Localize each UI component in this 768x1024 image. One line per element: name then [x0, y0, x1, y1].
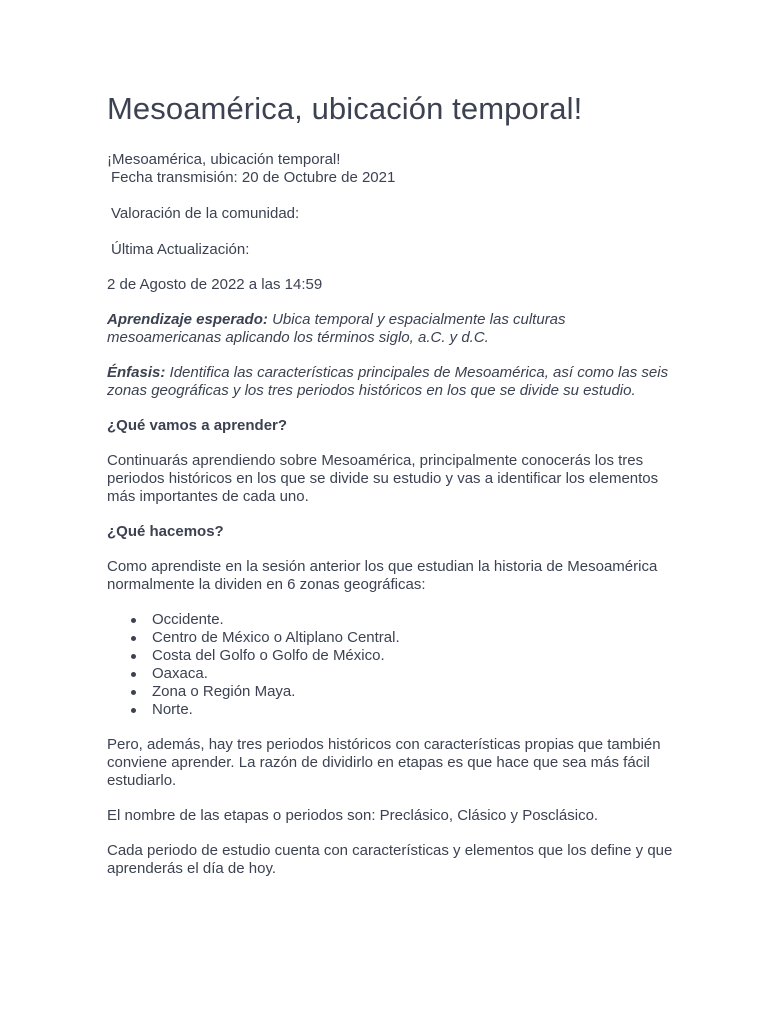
emphasis-text: Identifica las características principales de Mesoamérica, así como las seis zonas geográficas y los tres periodos históricos en los que se divide su estudio.: [107, 364, 669, 399]
periods-paragraph: Pero, además, hay tres periodos históricos con características propias que también conviene aprender. La razón de dividirlo en etapas es que hace que sea más fácil estudiarlo.: [107, 736, 661, 789]
document-body: [107, 151, 678, 878]
section-do-intro: Como aprendiste en la sesión anterior los que estudian la historia de Mesoamérica normalmente la dividen en 6 zonas geográficas:: [107, 558, 658, 593]
list-item: Occidente.: [152, 611, 678, 629]
last-update-label: Última Actualización:: [111, 241, 250, 258]
broadcast-date: Fecha transmisión: 20 de Octubre de 2021: [111, 169, 396, 186]
emphasis: [107, 364, 678, 400]
zones-list: [107, 611, 678, 719]
list-item: Oaxaca.: [152, 665, 678, 683]
period-names-paragraph: El nombre de las etapas o periodos son: Preclásico, Clásico y Posclásico.: [107, 807, 599, 824]
expected-learning-label: Aprendizaje esperado:: [107, 311, 268, 328]
section-do-heading: [107, 523, 678, 541]
list-item: Costa del Golfo o Golfo de México.: [152, 647, 678, 665]
page-title: Mesoamérica, ubicación temporal!: [107, 91, 583, 126]
list-item: Norte.: [152, 701, 678, 719]
list-item: Centro de México o Altiplano Central.: [152, 629, 678, 647]
section-learn-text: Continuarás aprendiendo sobre Mesoamérica, principalmente conocerás los tres periodos históricos en los que se divide su estudio y vas a identificar los elementos más importantes de cada uno.: [107, 452, 659, 505]
section-do-heading-text: ¿Qué hacemos?: [107, 523, 224, 540]
expected-learning: [107, 311, 678, 347]
section-learn-heading-text: ¿Qué vamos a aprender?: [107, 417, 288, 434]
expected-learning-text: Ubica temporal y espacialmente las culturas mesoamericanas aplicando los términos siglo, a.C. y d.C.: [107, 311, 566, 346]
subtitle: ¡Mesoamérica, ubicación temporal!: [107, 151, 341, 168]
section-learn-heading: [107, 417, 678, 435]
emphasis-label: Énfasis:: [107, 364, 166, 381]
list-item: Zona o Región Maya.: [152, 683, 678, 701]
last-update-value: 2 de Agosto de 2022 a las 14:59: [107, 276, 323, 293]
final-paragraph: Cada periodo de estudio cuenta con características y elementos que los define y que aprenderás el día de hoy.: [107, 842, 673, 877]
community-rating-label: Valoración de la comunidad:: [111, 205, 300, 222]
header-info: [107, 151, 678, 294]
